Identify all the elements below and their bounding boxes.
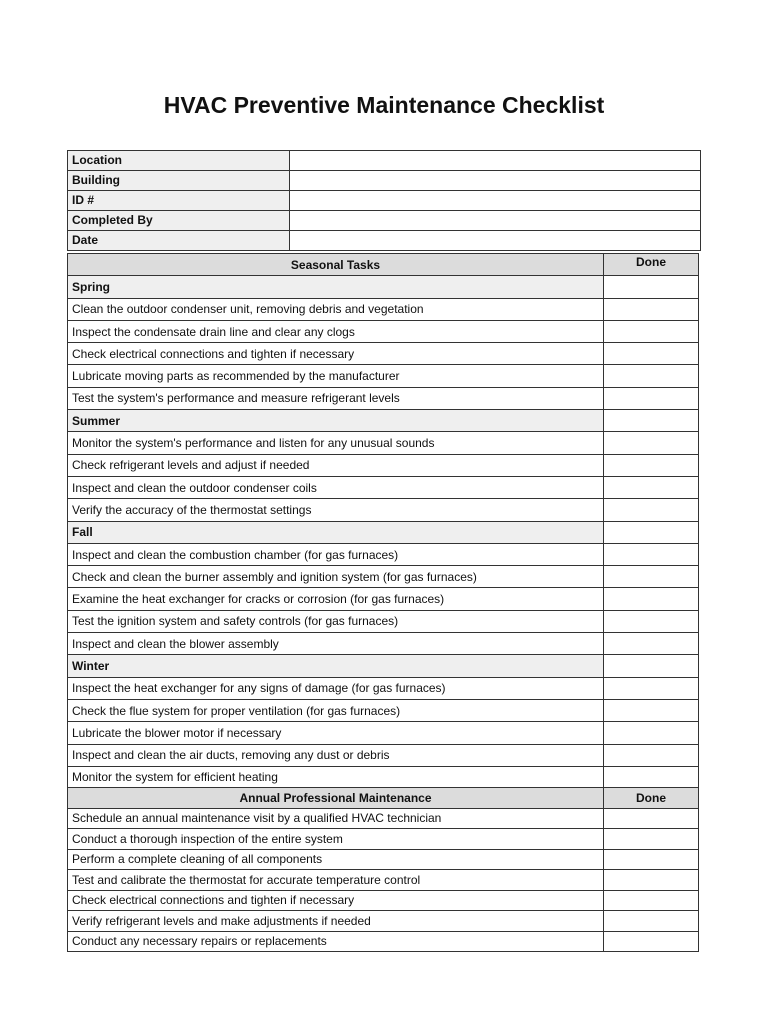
seasonal-tasks-header: Seasonal Tasks (68, 254, 604, 276)
task-row (68, 476, 699, 498)
task-done-checkbox[interactable] (604, 699, 699, 721)
info-row (68, 151, 701, 171)
task-row (68, 633, 699, 655)
task-text: Check refrigerant levels and adjust if needed (68, 454, 604, 476)
task-done-checkbox[interactable] (604, 499, 699, 521)
season-name: Spring (68, 276, 604, 298)
annual-task-row (68, 849, 699, 870)
task-row (68, 298, 699, 320)
info-label: Completed By (68, 211, 290, 231)
task-text: Lubricate moving parts as recommended by the manufacturer (68, 365, 604, 387)
info-table (67, 150, 701, 251)
task-row (68, 543, 699, 565)
info-label: Location (68, 151, 290, 171)
season-done-cell (604, 276, 699, 298)
info-label: ID # (68, 191, 290, 211)
task-done-checkbox[interactable] (604, 543, 699, 565)
task-row (68, 610, 699, 632)
season-name: Winter (68, 655, 604, 677)
annual-task-row (68, 911, 699, 932)
annual-task-text: Verify refrigerant levels and make adjustments if needed (68, 911, 604, 932)
season-row (68, 521, 699, 543)
task-row (68, 677, 699, 699)
task-row (68, 588, 699, 610)
task-row (68, 343, 699, 365)
task-done-checkbox[interactable] (604, 298, 699, 320)
task-done-checkbox[interactable] (604, 588, 699, 610)
task-row (68, 432, 699, 454)
annual-maintenance-table (67, 787, 699, 952)
annual-task-row (68, 890, 699, 911)
task-text: Check the flue system for proper ventilation (for gas furnaces) (68, 699, 604, 721)
info-row (68, 231, 701, 251)
task-done-checkbox[interactable] (604, 610, 699, 632)
season-row (68, 655, 699, 677)
info-row (68, 171, 701, 191)
annual-task-text: Conduct a thorough inspection of the entire system (68, 829, 604, 850)
page-title: HVAC Preventive Maintenance Checklist (163, 92, 605, 118)
task-text: Inspect and clean the air ducts, removing any dust or debris (68, 744, 604, 766)
annual-done-header: Done (604, 788, 699, 809)
task-done-checkbox[interactable] (604, 566, 699, 588)
task-text: Inspect and clean the outdoor condenser coils (68, 476, 604, 498)
task-row (68, 744, 699, 766)
task-text: Inspect the heat exchanger for any signs of damage (for gas furnaces) (68, 677, 604, 699)
task-done-checkbox[interactable] (604, 722, 699, 744)
annual-task-row (68, 870, 699, 891)
task-done-checkbox[interactable] (604, 387, 699, 409)
task-row (68, 566, 699, 588)
task-done-checkbox[interactable] (604, 454, 699, 476)
annual-task-row (68, 931, 699, 952)
seasonal-tasks-body (68, 254, 699, 789)
task-text: Clean the outdoor condenser unit, removing debris and vegetation (68, 298, 604, 320)
task-text: Inspect and clean the combustion chamber (for gas furnaces) (68, 543, 604, 565)
annual-task-row (68, 808, 699, 829)
task-done-checkbox[interactable] (604, 476, 699, 498)
annual-done-checkbox[interactable] (604, 808, 699, 829)
task-done-checkbox[interactable] (604, 365, 699, 387)
task-row (68, 454, 699, 476)
task-row (68, 499, 699, 521)
task-done-checkbox[interactable] (604, 343, 699, 365)
info-label: Building (68, 171, 290, 191)
season-row (68, 276, 699, 298)
task-done-checkbox[interactable] (604, 633, 699, 655)
task-done-checkbox[interactable] (604, 744, 699, 766)
season-row (68, 410, 699, 432)
task-done-checkbox[interactable] (604, 766, 699, 788)
task-done-checkbox[interactable] (604, 320, 699, 342)
annual-done-checkbox[interactable] (604, 870, 699, 891)
annual-task-text: Schedule an annual maintenance visit by a qualified HVAC technician (68, 808, 604, 829)
season-done-cell (604, 521, 699, 543)
annual-done-checkbox[interactable] (604, 911, 699, 932)
annual-task-text: Check electrical connections and tighten if necessary (68, 890, 604, 911)
task-done-checkbox[interactable] (604, 677, 699, 699)
info-value-field[interactable] (290, 151, 701, 171)
annual-task-text: Test and calibrate the thermostat for accurate temperature control (68, 870, 604, 891)
task-row (68, 699, 699, 721)
annual-done-checkbox[interactable] (604, 829, 699, 850)
task-text: Inspect and clean the blower assembly (68, 633, 604, 655)
task-text: Monitor the system's performance and listen for any unusual sounds (68, 432, 604, 454)
info-value-field[interactable] (290, 231, 701, 251)
task-text: Test the ignition system and safety controls (for gas furnaces) (68, 610, 604, 632)
task-text: Check and clean the burner assembly and ignition system (for gas furnaces) (68, 566, 604, 588)
annual-done-checkbox[interactable] (604, 931, 699, 952)
season-name: Fall (68, 521, 604, 543)
info-table-body (68, 151, 701, 251)
info-label: Date (68, 231, 290, 251)
annual-header-row (68, 788, 699, 809)
task-text: Monitor the system for efficient heating (68, 766, 604, 788)
task-text: Check electrical connections and tighten if necessary (68, 343, 604, 365)
task-row (68, 766, 699, 788)
annual-done-checkbox[interactable] (604, 890, 699, 911)
task-text: Inspect the condensate drain line and clear any clogs (68, 320, 604, 342)
annual-task-text: Perform a complete cleaning of all components (68, 849, 604, 870)
task-row (68, 722, 699, 744)
task-done-checkbox[interactable] (604, 432, 699, 454)
seasonal-tasks-table (67, 253, 699, 789)
seasonal-done-header: Done (604, 254, 699, 276)
annual-done-checkbox[interactable] (604, 849, 699, 870)
seasonal-header-row (68, 254, 699, 276)
annual-task-row (68, 829, 699, 850)
info-value-field[interactable] (290, 211, 701, 231)
info-row (68, 191, 701, 211)
season-name: Summer (68, 410, 604, 432)
season-done-cell (604, 655, 699, 677)
task-row (68, 320, 699, 342)
info-row (68, 211, 701, 231)
annual-maintenance-header: Annual Professional Maintenance (68, 788, 604, 809)
info-value-field[interactable] (290, 191, 701, 211)
task-text: Test the system's performance and measure refrigerant levels (68, 387, 604, 409)
task-row (68, 365, 699, 387)
task-text: Verify the accuracy of the thermostat settings (68, 499, 604, 521)
task-text: Examine the heat exchanger for cracks or corrosion (for gas furnaces) (68, 588, 604, 610)
annual-maintenance-body (68, 788, 699, 952)
info-value-field[interactable] (290, 171, 701, 191)
season-done-cell (604, 410, 699, 432)
task-text: Lubricate the blower motor if necessary (68, 722, 604, 744)
annual-task-text: Conduct any necessary repairs or replacements (68, 931, 604, 952)
task-row (68, 387, 699, 409)
